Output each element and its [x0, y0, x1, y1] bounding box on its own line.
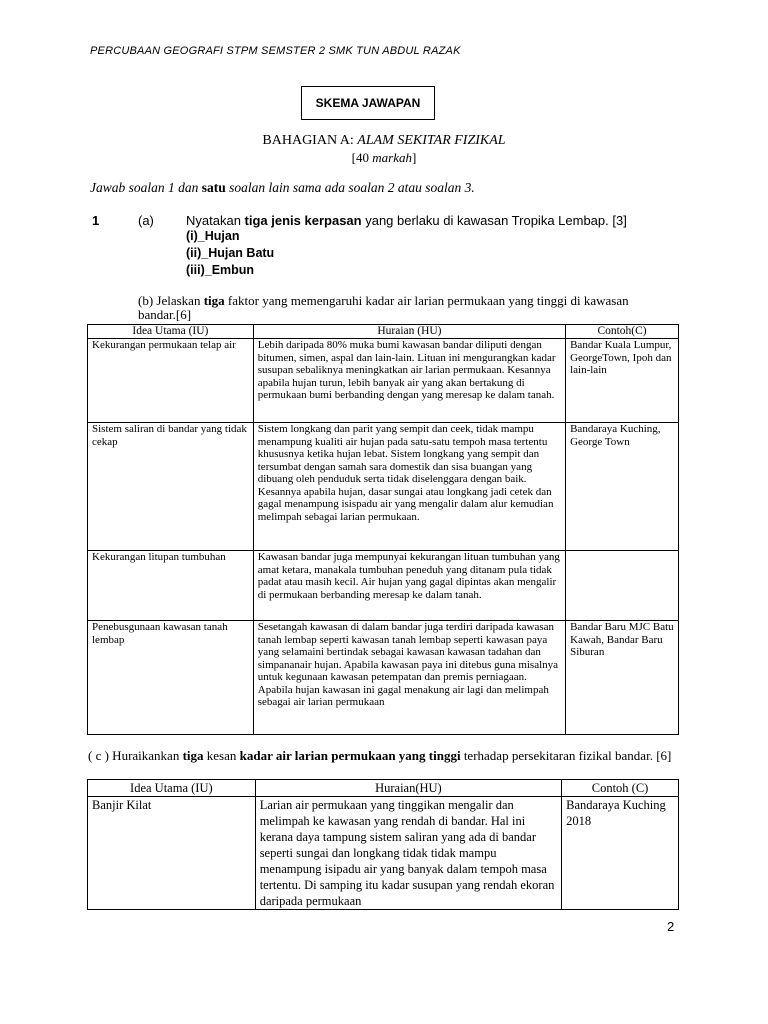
cell-idea: Penebusgunaan kawasan tanah lembap: [88, 621, 254, 735]
q-b-bold: tiga: [203, 293, 225, 308]
q-a-text-1: Nyatakan: [186, 213, 245, 228]
question-c-text: [88, 748, 688, 764]
table-row: [88, 621, 679, 735]
q-c-bold-1: tiga: [182, 748, 204, 763]
q-a-text-2: yang berlaku di kawasan Tropika Lembap. [3]: [361, 213, 627, 228]
marks-italic: markah: [372, 150, 412, 165]
answer-item: (i)_Hujan: [186, 229, 240, 243]
skema-jawapan-label: SKEMA JAWAPAN: [315, 96, 421, 110]
answer-table-c: [87, 779, 679, 910]
section-marks: [0, 150, 768, 166]
question-a-text: [186, 213, 627, 228]
cell-contoh: Bandaraya Kuching, George Town: [566, 423, 679, 551]
page-header: PERCUBAAN GEOGRAFI STPM SEMSTER 2 SMK TUN ABDUL RAZAK: [90, 45, 461, 57]
q-c-bold-2: kadar air larian permukaan yang tinggi: [239, 748, 461, 763]
question-part-a: [138, 213, 154, 228]
cell-huraian: Sesetangah kawasan di dalam bandar juga terdiri daripada kawasan tanah lembap seperti kawasan tanah lembap seperti kawasan paya yang selamaini bertindak sebagai kawasan kawasan tadahan dan simpananair hujan. Apabila kawasan paya ini ditebus guna misalnya untuk kegunaan kawasan petempatan dan premis perniagaan. Apabila hujan kawasan ini gagal menakung air lagi dan melimpah sebagai air larian permukaan: [253, 621, 565, 735]
cell-idea: Kekurangan litupan tumbuhan: [88, 551, 254, 621]
section-title-italic: ALAM SEKITAR FIZIKAL: [357, 133, 506, 148]
cell-contoh: Bandaraya Kuching 2018: [562, 797, 679, 910]
answer-item: (ii)_Hujan Batu: [186, 246, 275, 260]
marks-open: [40: [351, 150, 373, 165]
q-a-bold: tiga jenis kerpasan: [244, 213, 362, 228]
q-c-text-2: kesan: [203, 748, 240, 763]
q-c-text-3: terhadap persekitaran fizikal bandar. [6]: [460, 748, 672, 763]
cell-idea: Sistem saliran di bandar yang tidak cekap: [88, 423, 254, 551]
table-row: [88, 339, 679, 423]
table-row: [88, 797, 679, 910]
header-huraian: Huraian(HU): [255, 780, 561, 797]
cell-idea: Kekurangan permukaan telap air: [88, 339, 254, 423]
question-number: 1: [92, 213, 100, 228]
cell-idea: Banjir Kilat: [88, 797, 256, 910]
cell-contoh: Bandar Baru MJC Batu Kawah, Bandar Baru Siburan: [566, 621, 679, 735]
header-idea: Idea Utama (IU): [88, 325, 254, 339]
table-header-row: [88, 780, 679, 797]
header-idea: Idea Utama (IU): [88, 780, 256, 797]
cell-contoh: [566, 551, 679, 621]
part-a-label: (a): [138, 213, 154, 228]
instruction-part-2: soalan lain sama ada soalan 2 atau soalan 3.: [225, 180, 475, 195]
section-prefix: BAHAGIAN A:: [262, 133, 358, 148]
cell-huraian: Kawasan bandar juga mempunyai kekurangan lituan tumbuhan yang amat ketara, manakala tumbuhan peneduh yang ditanam pula tidak padat atau masih kecil. Air hujan yang gagal dipintas akan mengalir di permukaan berbanding meresap ke dalam tanah.: [253, 551, 565, 621]
cell-huraian: Larian air permukaan yang tinggikan mengalir dan melimpah ke kawasan yang rendah di bandar. Hal ini kerana daya tampung sistem saliran yang ada di bandar seperti sungai dan longkang tidak tidak mampu menampung isipadu air yang banyak dalam tempoh masa tertentu. Di samping itu kadar susupan yang rendah ekoran daripada permukaan: [255, 797, 561, 910]
cell-contoh: Bandar Kuala Lumpur, GeorgeTown, Ipoh dan lain-lain: [566, 339, 679, 423]
q-b-text-1: (b) Jelaskan: [138, 293, 204, 308]
header-contoh: Contoh (C): [562, 780, 679, 797]
table-row: [88, 551, 679, 621]
instruction-bold: satu: [201, 180, 226, 195]
answer-table-b: [87, 324, 679, 735]
q-c-text-1: ( c ) Huraikankan: [88, 748, 183, 763]
marks-close: ]: [411, 150, 417, 165]
table-row: [88, 423, 679, 551]
instruction: [90, 180, 475, 196]
header-contoh: Contoh(C): [566, 325, 679, 339]
question-b-text: [138, 294, 658, 322]
cell-huraian: Sistem longkang dan parit yang sempit dan ceek, tidak mampu menampung kualiti air hujan pada satu-satu tempoh masa tertentu khususnya ketika hujan lebat. Sistem longkang yang sempit dan tersumbat dengan samah sara domestik dan sisa buangan yang dibuang oleh penduduk serta tidak diselenggara dengan baik. Kesannya apabila hujan, dasar sungai atau longkang jadi cetek dan gagal menampung isispadu air yang mengalir dalam alur kemudian melimpah sebagai larian permukaan.: [253, 423, 565, 551]
q-b-text-2: faktor yang memengaruhi kadar air larian permukaan yang tinggi di kawasan bandar.[6]: [138, 293, 629, 322]
cell-huraian: Lebih daripada 80% muka bumi kawasan bandar diliputi dengan bitumen, simen, aspal dan lain-lain. Lituan ini mengurangkan kadar susupan sebaliknya meningkatkan air larian permukaan. Kesannya apabila hujan turun, lebih banyak air yang akan bertakung di permukaan bumi berbanding dengan yang meresap ke dalam tanah.: [253, 339, 565, 423]
page-number: 2: [667, 919, 675, 934]
table-header-row: [88, 325, 679, 339]
skema-jawapan-box: [301, 86, 435, 120]
instruction-part-1: Jawab soalan 1 dan: [90, 180, 202, 195]
answer-item: (iii)_Embun: [186, 263, 255, 277]
section-title: [0, 133, 768, 149]
header-huraian: Huraian (HU): [253, 325, 565, 339]
